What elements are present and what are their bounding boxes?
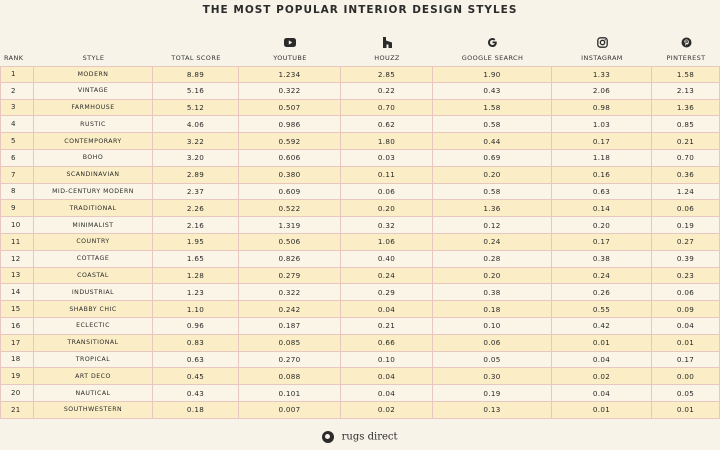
instagram-cell: 1.03 bbox=[552, 116, 652, 133]
instagram-cell: 0.24 bbox=[552, 268, 652, 285]
pinterest-cell: 2.13 bbox=[652, 83, 720, 100]
design-styles-table bbox=[0, 28, 720, 419]
table-row bbox=[0, 200, 720, 217]
instagram-cell: 0.55 bbox=[552, 301, 652, 318]
style-cell: COTTAGE bbox=[34, 251, 153, 268]
table-row bbox=[0, 116, 720, 133]
google-search-cell: 1.90 bbox=[433, 66, 552, 83]
google-icon bbox=[433, 35, 552, 49]
houzz-cell: 0.66 bbox=[341, 335, 433, 352]
rank-cell: 13 bbox=[0, 268, 34, 285]
google-search-cell: 0.24 bbox=[433, 234, 552, 251]
google-search-cell: 0.38 bbox=[433, 284, 552, 301]
google-search-cell: 0.58 bbox=[433, 184, 552, 201]
instagram-cell: 0.17 bbox=[552, 234, 652, 251]
style-cell: SHABBY CHIC bbox=[34, 301, 153, 318]
table-row bbox=[0, 368, 720, 385]
column-header-label: GOOGLE SEARCH bbox=[461, 54, 524, 62]
total-score-cell: 0.45 bbox=[153, 368, 239, 385]
pinterest-cell: 0.36 bbox=[652, 167, 720, 184]
google-search-cell: 0.10 bbox=[433, 318, 552, 335]
youtube-icon bbox=[239, 35, 341, 49]
rank-cell: 10 bbox=[0, 217, 34, 234]
rank-cell: 6 bbox=[0, 150, 34, 167]
houzz-cell: 0.04 bbox=[341, 301, 433, 318]
total-score-cell: 2.89 bbox=[153, 167, 239, 184]
total-score-cell: 0.96 bbox=[153, 318, 239, 335]
google-search-cell: 1.58 bbox=[433, 100, 552, 117]
google-search-cell: 0.28 bbox=[433, 251, 552, 268]
column-header-rank bbox=[0, 28, 34, 66]
pinterest-cell: 0.00 bbox=[652, 368, 720, 385]
column-header-pinterest bbox=[652, 28, 720, 66]
total-score-cell: 1.10 bbox=[153, 301, 239, 318]
table-row bbox=[0, 100, 720, 117]
pinterest-cell: 0.04 bbox=[652, 318, 720, 335]
pinterest-cell: 0.01 bbox=[652, 335, 720, 352]
total-score-cell: 0.18 bbox=[153, 402, 239, 419]
youtube-cell: 0.242 bbox=[239, 301, 341, 318]
instagram-cell: 0.01 bbox=[552, 335, 652, 352]
total-score-cell: 0.83 bbox=[153, 335, 239, 352]
rank-cell: 14 bbox=[0, 284, 34, 301]
column-header-label: HOUZZ bbox=[374, 54, 400, 62]
total-score-cell: 1.95 bbox=[153, 234, 239, 251]
pinterest-cell: 1.24 bbox=[652, 184, 720, 201]
table-row bbox=[0, 184, 720, 201]
youtube-cell: 1.319 bbox=[239, 217, 341, 234]
google-search-cell: 1.36 bbox=[433, 200, 552, 217]
total-score-cell: 2.26 bbox=[153, 200, 239, 217]
pinterest-cell: 0.21 bbox=[652, 133, 720, 150]
total-score-cell: 8.89 bbox=[153, 66, 239, 83]
column-header-houzz bbox=[341, 28, 433, 66]
youtube-cell: 0.270 bbox=[239, 352, 341, 369]
houzz-cell: 0.06 bbox=[341, 184, 433, 201]
rank-cell: 16 bbox=[0, 318, 34, 335]
table-row bbox=[0, 284, 720, 301]
style-cell: MID-CENTURY MODERN bbox=[34, 184, 153, 201]
pinterest-cell: 0.23 bbox=[652, 268, 720, 285]
total-score-cell: 3.22 bbox=[153, 133, 239, 150]
houzz-cell: 0.10 bbox=[341, 352, 433, 369]
instagram-cell: 0.02 bbox=[552, 368, 652, 385]
instagram-cell: 0.01 bbox=[552, 402, 652, 419]
total-score-cell: 2.37 bbox=[153, 184, 239, 201]
style-cell: RUSTIC bbox=[34, 116, 153, 133]
pinterest-cell: 0.27 bbox=[652, 234, 720, 251]
instagram-cell: 1.33 bbox=[552, 66, 652, 83]
total-score-cell: 2.16 bbox=[153, 217, 239, 234]
youtube-cell: 0.986 bbox=[239, 116, 341, 133]
youtube-cell: 0.609 bbox=[239, 184, 341, 201]
style-cell: TRADITIONAL bbox=[34, 200, 153, 217]
table-row bbox=[0, 301, 720, 318]
table-body bbox=[0, 66, 720, 419]
rank-cell: 4 bbox=[0, 116, 34, 133]
google-search-cell: 0.44 bbox=[433, 133, 552, 150]
table-row bbox=[0, 251, 720, 268]
table-row bbox=[0, 150, 720, 167]
google-search-cell: 0.19 bbox=[433, 385, 552, 402]
google-search-cell: 0.13 bbox=[433, 402, 552, 419]
houzz-cell: 0.24 bbox=[341, 268, 433, 285]
houzz-cell: 0.20 bbox=[341, 200, 433, 217]
column-header-label: PINTEREST bbox=[666, 54, 706, 62]
rank-cell: 8 bbox=[0, 184, 34, 201]
pinterest-cell: 1.58 bbox=[652, 66, 720, 83]
instagram-cell: 0.26 bbox=[552, 284, 652, 301]
rank-cell: 18 bbox=[0, 352, 34, 369]
pinterest-cell: 0.05 bbox=[652, 385, 720, 402]
youtube-cell: 1.234 bbox=[239, 66, 341, 83]
instagram-cell: 0.17 bbox=[552, 133, 652, 150]
youtube-cell: 0.592 bbox=[239, 133, 341, 150]
style-cell: INDUSTRIAL bbox=[34, 284, 153, 301]
column-header-label: STYLE bbox=[82, 54, 105, 62]
instagram-cell: 2.06 bbox=[552, 83, 652, 100]
pinterest-cell: 0.70 bbox=[652, 150, 720, 167]
rank-cell: 20 bbox=[0, 385, 34, 402]
column-header-label: INSTAGRAM bbox=[581, 54, 623, 62]
youtube-cell: 0.088 bbox=[239, 368, 341, 385]
google-search-cell: 0.12 bbox=[433, 217, 552, 234]
column-header-youtube bbox=[239, 28, 341, 66]
houzz-icon bbox=[341, 35, 433, 49]
rank-cell: 21 bbox=[0, 402, 34, 419]
rank-cell: 5 bbox=[0, 133, 34, 150]
total-score-cell: 1.23 bbox=[153, 284, 239, 301]
youtube-cell: 0.279 bbox=[239, 268, 341, 285]
instagram-icon bbox=[552, 35, 652, 49]
table-row bbox=[0, 167, 720, 184]
instagram-cell: 1.18 bbox=[552, 150, 652, 167]
youtube-cell: 0.506 bbox=[239, 234, 341, 251]
instagram-cell: 0.04 bbox=[552, 352, 652, 369]
youtube-cell: 0.007 bbox=[239, 402, 341, 419]
table-row bbox=[0, 133, 720, 150]
table-row bbox=[0, 335, 720, 352]
google-search-cell: 0.30 bbox=[433, 368, 552, 385]
style-cell: SCANDINAVIAN bbox=[34, 167, 153, 184]
rank-cell: 15 bbox=[0, 301, 34, 318]
style-cell: ART DECO bbox=[34, 368, 153, 385]
houzz-cell: 2.85 bbox=[341, 66, 433, 83]
style-cell: TROPICAL bbox=[34, 352, 153, 369]
style-cell: NAUTICAL bbox=[34, 385, 153, 402]
pinterest-cell: 0.17 bbox=[652, 352, 720, 369]
youtube-cell: 0.606 bbox=[239, 150, 341, 167]
houzz-cell: 0.21 bbox=[341, 318, 433, 335]
pinterest-cell: 0.06 bbox=[652, 200, 720, 217]
rank-cell: 17 bbox=[0, 335, 34, 352]
instagram-cell: 0.04 bbox=[552, 385, 652, 402]
style-cell: ECLECTIC bbox=[34, 318, 153, 335]
houzz-cell: 0.40 bbox=[341, 251, 433, 268]
page-title: THE MOST POPULAR INTERIOR DESIGN STYLES bbox=[202, 4, 518, 16]
houzz-cell: 1.80 bbox=[341, 133, 433, 150]
youtube-cell: 0.322 bbox=[239, 284, 341, 301]
instagram-cell: 0.98 bbox=[552, 100, 652, 117]
houzz-cell: 0.11 bbox=[341, 167, 433, 184]
column-header-label: TOTAL SCORE bbox=[171, 54, 221, 62]
rank-cell: 7 bbox=[0, 167, 34, 184]
pinterest-cell: 0.06 bbox=[652, 284, 720, 301]
pinterest-icon bbox=[652, 35, 720, 49]
total-score-cell: 3.20 bbox=[153, 150, 239, 167]
table-row bbox=[0, 234, 720, 251]
pinterest-cell: 1.36 bbox=[652, 100, 720, 117]
youtube-cell: 0.101 bbox=[239, 385, 341, 402]
instagram-cell: 0.63 bbox=[552, 184, 652, 201]
table-row bbox=[0, 66, 720, 83]
youtube-cell: 0.826 bbox=[239, 251, 341, 268]
total-score-cell: 1.65 bbox=[153, 251, 239, 268]
google-search-cell: 0.20 bbox=[433, 268, 552, 285]
google-search-cell: 0.69 bbox=[433, 150, 552, 167]
column-header-label: RANK bbox=[4, 54, 24, 62]
houzz-cell: 0.29 bbox=[341, 284, 433, 301]
total-score-cell: 5.16 bbox=[153, 83, 239, 100]
style-cell: MODERN bbox=[34, 66, 153, 83]
google-search-cell: 0.43 bbox=[433, 83, 552, 100]
total-score-cell: 4.06 bbox=[153, 116, 239, 133]
instagram-cell: 0.16 bbox=[552, 167, 652, 184]
youtube-cell: 0.522 bbox=[239, 200, 341, 217]
youtube-cell: 0.507 bbox=[239, 100, 341, 117]
column-header-style bbox=[34, 28, 153, 66]
youtube-cell: 0.187 bbox=[239, 318, 341, 335]
houzz-cell: 0.02 bbox=[341, 402, 433, 419]
google-search-cell: 0.05 bbox=[433, 352, 552, 369]
style-cell: VINTAGE bbox=[34, 83, 153, 100]
pinterest-cell: 0.01 bbox=[652, 402, 720, 419]
youtube-cell: 0.085 bbox=[239, 335, 341, 352]
houzz-cell: 0.32 bbox=[341, 217, 433, 234]
total-score-cell: 0.63 bbox=[153, 352, 239, 369]
rugs-direct-logo-icon bbox=[322, 431, 334, 443]
table-row bbox=[0, 217, 720, 234]
total-score-cell: 5.12 bbox=[153, 100, 239, 117]
table-row bbox=[0, 385, 720, 402]
google-search-cell: 0.58 bbox=[433, 116, 552, 133]
table-header-row bbox=[0, 28, 720, 66]
rank-cell: 11 bbox=[0, 234, 34, 251]
style-cell: SOUTHWESTERN bbox=[34, 402, 153, 419]
rank-cell: 3 bbox=[0, 100, 34, 117]
houzz-cell: 0.04 bbox=[341, 385, 433, 402]
column-header-total-score bbox=[153, 28, 239, 66]
column-header-google-search bbox=[433, 28, 552, 66]
footer bbox=[0, 431, 720, 443]
table-row bbox=[0, 268, 720, 285]
total-score-cell: 0.43 bbox=[153, 385, 239, 402]
houzz-cell: 0.62 bbox=[341, 116, 433, 133]
pinterest-cell: 0.09 bbox=[652, 301, 720, 318]
google-search-cell: 0.20 bbox=[433, 167, 552, 184]
houzz-cell: 1.06 bbox=[341, 234, 433, 251]
table-row bbox=[0, 402, 720, 419]
style-cell: COASTAL bbox=[34, 268, 153, 285]
google-search-cell: 0.06 bbox=[433, 335, 552, 352]
instagram-cell: 0.42 bbox=[552, 318, 652, 335]
style-cell: FARMHOUSE bbox=[34, 100, 153, 117]
houzz-cell: 0.04 bbox=[341, 368, 433, 385]
youtube-cell: 0.380 bbox=[239, 167, 341, 184]
total-score-cell: 1.28 bbox=[153, 268, 239, 285]
pinterest-cell: 0.39 bbox=[652, 251, 720, 268]
houzz-cell: 0.03 bbox=[341, 150, 433, 167]
rank-cell: 19 bbox=[0, 368, 34, 385]
style-cell: MINIMALIST bbox=[34, 217, 153, 234]
instagram-cell: 0.14 bbox=[552, 200, 652, 217]
houzz-cell: 0.22 bbox=[341, 83, 433, 100]
style-cell: CONTEMPORARY bbox=[34, 133, 153, 150]
pinterest-cell: 0.85 bbox=[652, 116, 720, 133]
brand-name: rugs direct bbox=[341, 431, 398, 443]
column-header-instagram bbox=[552, 28, 652, 66]
rank-cell: 12 bbox=[0, 251, 34, 268]
table-row bbox=[0, 352, 720, 369]
instagram-cell: 0.38 bbox=[552, 251, 652, 268]
rank-cell: 1 bbox=[0, 66, 34, 83]
style-cell: BOHO bbox=[34, 150, 153, 167]
table-row bbox=[0, 83, 720, 100]
houzz-cell: 0.70 bbox=[341, 100, 433, 117]
pinterest-cell: 0.19 bbox=[652, 217, 720, 234]
rank-cell: 9 bbox=[0, 200, 34, 217]
table-row bbox=[0, 318, 720, 335]
rank-cell: 2 bbox=[0, 83, 34, 100]
instagram-cell: 0.20 bbox=[552, 217, 652, 234]
style-cell: TRANSITIONAL bbox=[34, 335, 153, 352]
column-header-label: YOUTUBE bbox=[273, 54, 307, 62]
youtube-cell: 0.322 bbox=[239, 83, 341, 100]
google-search-cell: 0.18 bbox=[433, 301, 552, 318]
style-cell: COUNTRY bbox=[34, 234, 153, 251]
